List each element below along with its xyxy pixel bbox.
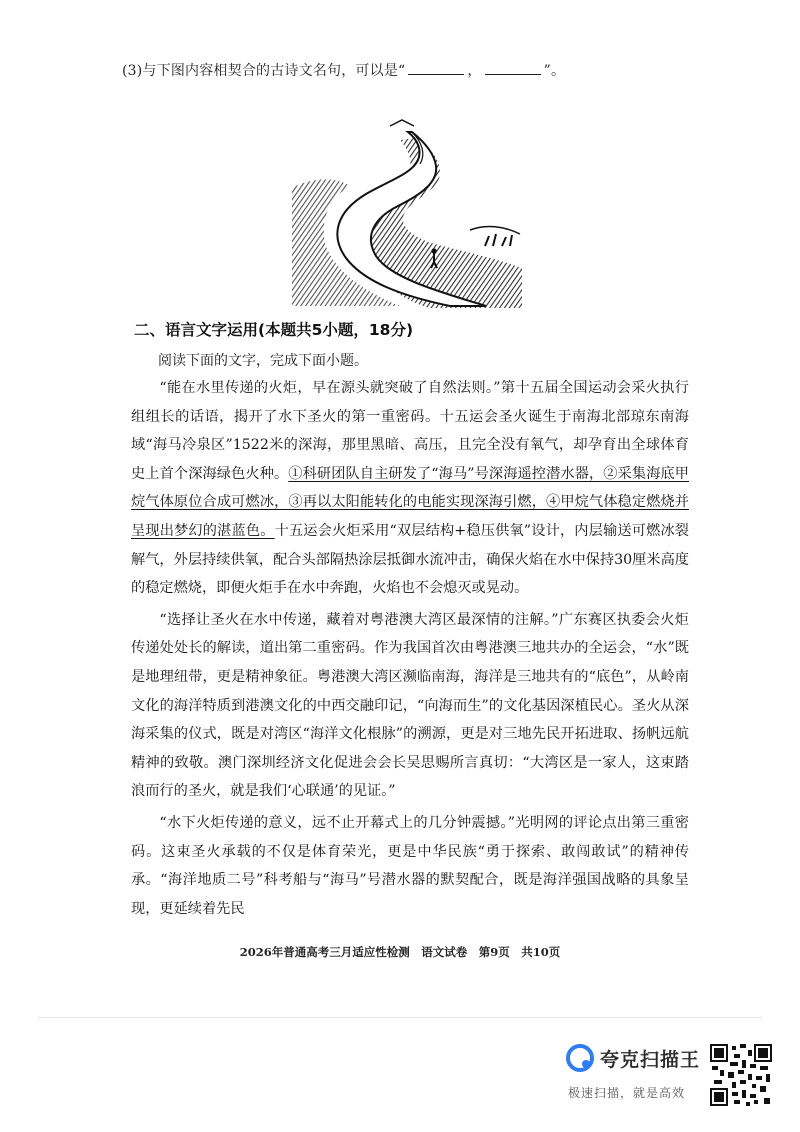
reading-passage	[131, 374, 689, 923]
scanner-watermark	[566, 1040, 706, 1110]
brand-slogan: 极速扫描，就是高效	[568, 1086, 686, 1100]
qr-code-icon	[710, 1044, 772, 1106]
divider	[38, 1017, 762, 1018]
answer-blank-2	[485, 62, 541, 75]
winding-road-icon	[290, 118, 530, 308]
passage-paragraph-1	[131, 374, 689, 603]
section-instruction: 阅读下面的文字，完成下面小题。	[158, 353, 368, 369]
question-3-separator: ，	[467, 63, 482, 79]
paragraph-1-text-cont: 十五运会火炬采用“双层结构+稳压供氧”设计，内层输送可燃冰裂解气，外层持续供氧，配合头部隔热涂层抵御水流冲击，确保火焰在水中保持30厘米高度的稳定燃烧，即便火炬手在水中奔跑，火焰也不会熄灭或晃动。	[131, 522, 689, 597]
underlined-sentence-1: ①科研团队自主研发了“海马”号深海遥控潜水器，②采集海底甲烷气体原位合成可燃冰，	[131, 465, 689, 511]
paragraph-1-text: “能在水里传递的火炬，早在源头就突破了自然法则。”第十五届全国运动会采火执行组组长的话语，揭开了水下圣火的第一重密码。十五运会圣火诞生于南海北部琼东南海域“海马冷泉区”1522米的深海，那里黑暗、高压，且完全没有氧气，却孕育出全球体育史上首个深海绿色火种。	[131, 380, 689, 482]
answer-blank-1	[408, 62, 464, 75]
quark-logo-icon	[566, 1044, 594, 1072]
question-3	[122, 60, 565, 80]
passage-paragraph-3: “水下火炬传递的意义，远不止开幕式上的几分钟震撼。”光明网的评论点出第三重密码。这束圣火承载的不仅是体育荣光，更是中华民族“勇于探索、敢闯敢试”的精神传承。“海洋地质二号”科考船与“海马”号潜水器的默契配合，既是海洋强国战略的具象呈现，更延续着先民	[131, 814, 689, 917]
brand-name: 夸克扫描王	[600, 1049, 701, 1071]
question-3-closing: ”。	[543, 63, 566, 79]
question-3-text: (3)与下图内容相契合的古诗文名句，可以是“	[122, 63, 406, 79]
passage-paragraph-2: “选择让圣火在水中传递，藏着对粤港澳大湾区最深情的注解。”广东赛区执委会火炬传递处处长的解读，道出第二重密码。作为我国首次由粤港澳三地共办的全运会，“水”既是地理纽带，更是精神象征。粤港澳大湾区濒临南海，海洋是三地共有的“底色”，从岭南文化的海洋特质到港澳文化的中西交融印记，“向海而生”的文化基因深植民心。圣火从深海采集的仪式，既是对湾区“海洋文化根脉”的溯源，更是对三地先民开拓进取、扬帆远航精神的致敬。澳门深圳经济文化促进会会长吴思赐所言真切：“大湾区是一家人，这束踏浪而行的圣火，就是我们‘心联通’的见证。”	[131, 611, 689, 800]
section-title: 二、语言文字运用(本题共5小题，18分)	[134, 321, 414, 339]
page-footer: 2026年普通高考三月适应性检测 语文试卷 第9页 共10页	[239, 945, 561, 959]
underlined-sentence-2: ③再以太阳能转化的电能实现深海引燃，④甲烷气体稳定燃烧并呈现出梦幻的湛蓝色。	[131, 494, 689, 539]
